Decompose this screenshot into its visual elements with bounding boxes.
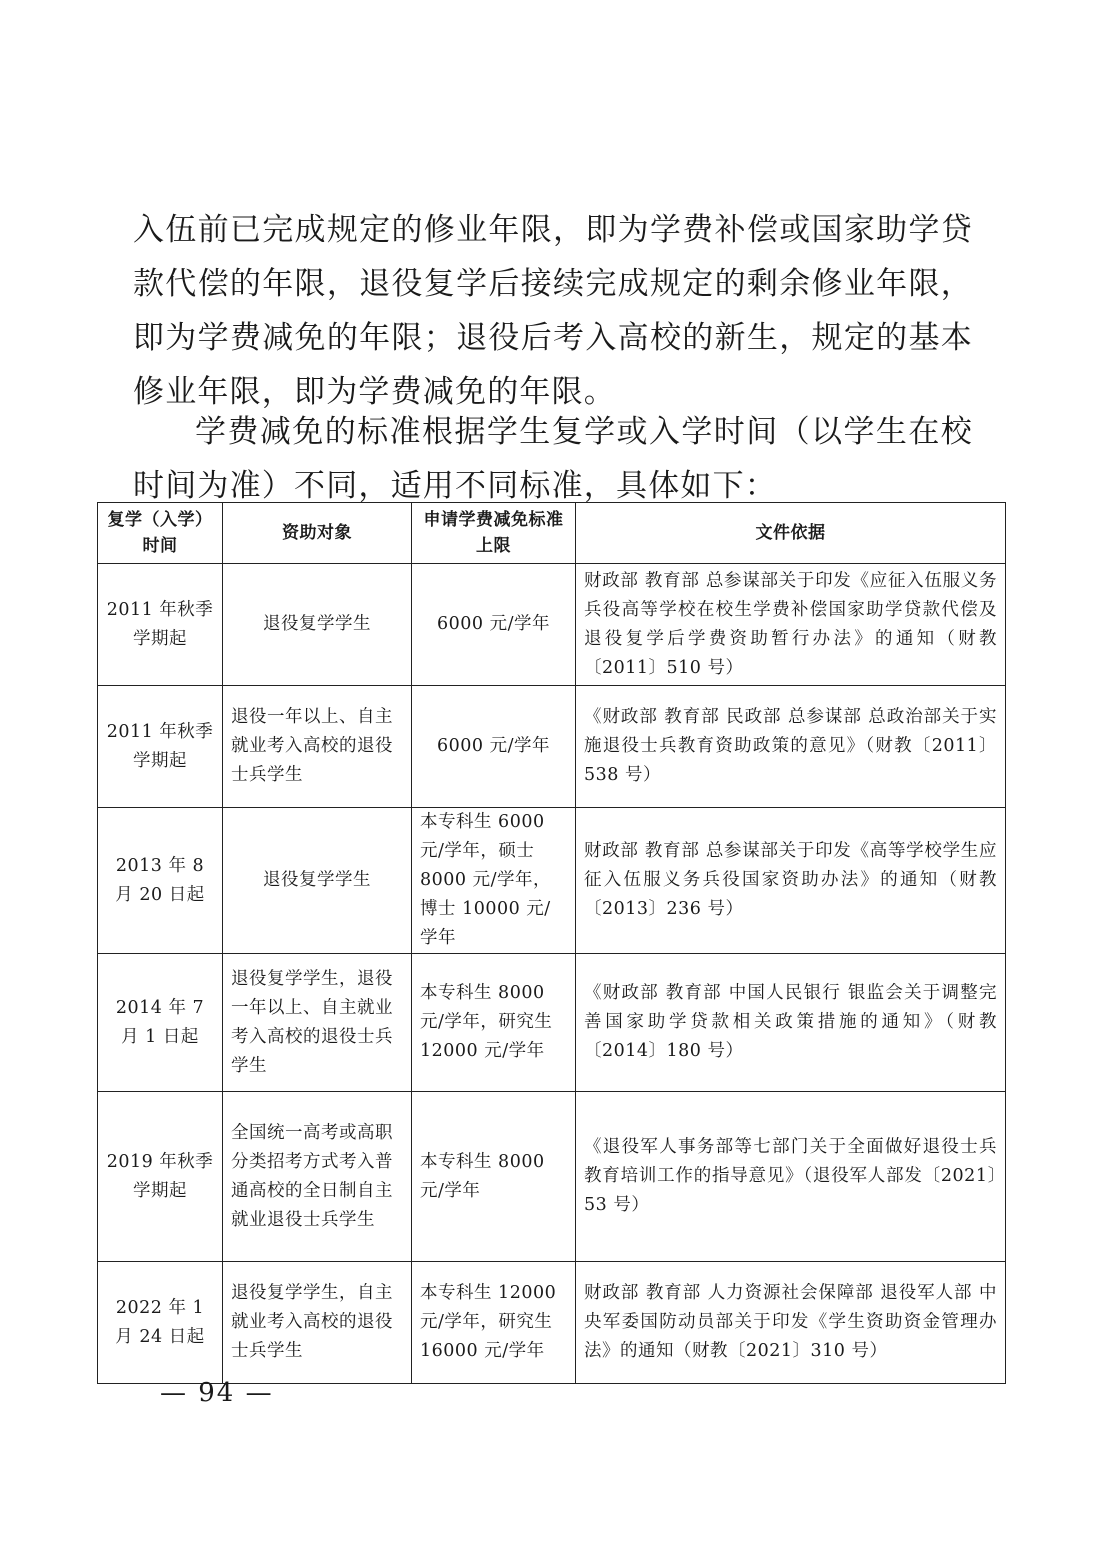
header-time: 复学（入学）时间 [98, 503, 223, 564]
table-row [98, 954, 1006, 1092]
cell-basis: 财政部 教育部 人力资源社会保障部 退役军人部 中央军委国防动员部关于印发《学生资助资金管理办法》的通知（财教〔2021〕310 号） [576, 1262, 1006, 1384]
cell-basis: 财政部 教育部 总参谋部关于印发《高等学校学生应征入伍服义务兵役国家资助办法》的通知（财教〔2013〕236 号） [576, 808, 1006, 954]
header-limit: 申请学费减免标准上限 [412, 503, 576, 564]
cell-basis: 《财政部 教育部 中国人民银行 银监会关于调整完善国家助学贷款相关政策措施的通知》（财教〔2014〕180 号） [576, 954, 1006, 1092]
cell-basis: 财政部 教育部 总参谋部关于印发《应征入伍服义务兵役高等学校在校生学费补偿国家助学贷款代偿及退役复学后学费资助暂行办法》的通知（财教〔2011〕510 号） [576, 564, 1006, 686]
cell-target: 退役复学学生 [223, 564, 412, 686]
cell-basis: 《财政部 教育部 民政部 总参谋部 总政治部关于实施退役士兵教育资助政策的意见》（财教〔2011〕538 号） [576, 686, 1006, 808]
cell-limit: 6000 元/学年 [412, 686, 576, 808]
cell-time: 2022 年 1 月 24 日起 [98, 1262, 223, 1384]
table-row [98, 686, 1006, 808]
cell-time: 2019 年秋季学期起 [98, 1092, 223, 1262]
table-row [98, 1092, 1006, 1262]
table-row [98, 1262, 1006, 1384]
cell-target: 退役复学学生 [223, 808, 412, 954]
cell-limit: 本专科生 8000 元/学年，研究生 12000 元/学年 [412, 954, 576, 1092]
cell-time: 2011 年秋季学期起 [98, 564, 223, 686]
cell-limit: 6000 元/学年 [412, 564, 576, 686]
table-row [98, 808, 1006, 954]
cell-target: 退役复学学生，自主就业考入高校的退役士兵学生 [223, 1262, 412, 1384]
tuition-waiver-table [97, 502, 1006, 1384]
cell-limit: 本专科生 8000 元/学年 [412, 1092, 576, 1262]
header-basis: 文件依据 [576, 503, 1006, 564]
header-target: 资助对象 [223, 503, 412, 564]
cell-basis: 《退役军人事务部等七部门关于全面做好退役士兵教育培训工作的指导意见》（退役军人部发〔2021〕53 号） [576, 1092, 1006, 1262]
table-header-row [98, 503, 1006, 564]
cell-time: 2011 年秋季学期起 [98, 686, 223, 808]
cell-target: 全国统一高考或高职分类招考方式考入普通高校的全日制自主就业退役士兵学生 [223, 1092, 412, 1262]
body-paragraph-2: 学费减免的标准根据学生复学或入学时间（以学生在校时间为准）不同，适用不同标准，具体如下： [133, 414, 973, 504]
cell-target: 退役一年以上、自主就业考入高校的退役士兵学生 [223, 686, 412, 808]
cell-target: 退役复学学生，退役一年以上、自主就业考入高校的退役士兵学生 [223, 954, 412, 1092]
cell-time: 2014 年 7 月 1 日起 [98, 954, 223, 1092]
page-number: — 94 — [160, 1378, 274, 1408]
cell-time: 2013 年 8 月 20 日起 [98, 808, 223, 954]
cell-limit: 本专科生 12000 元/学年，研究生 16000 元/学年 [412, 1262, 576, 1384]
cell-limit: 本专科生 6000 元/学年，硕士 8000 元/学年，博士 10000 元/学年 [412, 808, 576, 954]
table-row [98, 564, 1006, 686]
body-paragraph-1: 入伍前已完成规定的修业年限，即为学费补偿或国家助学贷款代偿的年限，退役复学后接续完成规定的剩余修业年限，即为学费减免的年限；退役后考入高校的新生，规定的基本修业年限，即为学费减免的年限。 [133, 212, 973, 410]
